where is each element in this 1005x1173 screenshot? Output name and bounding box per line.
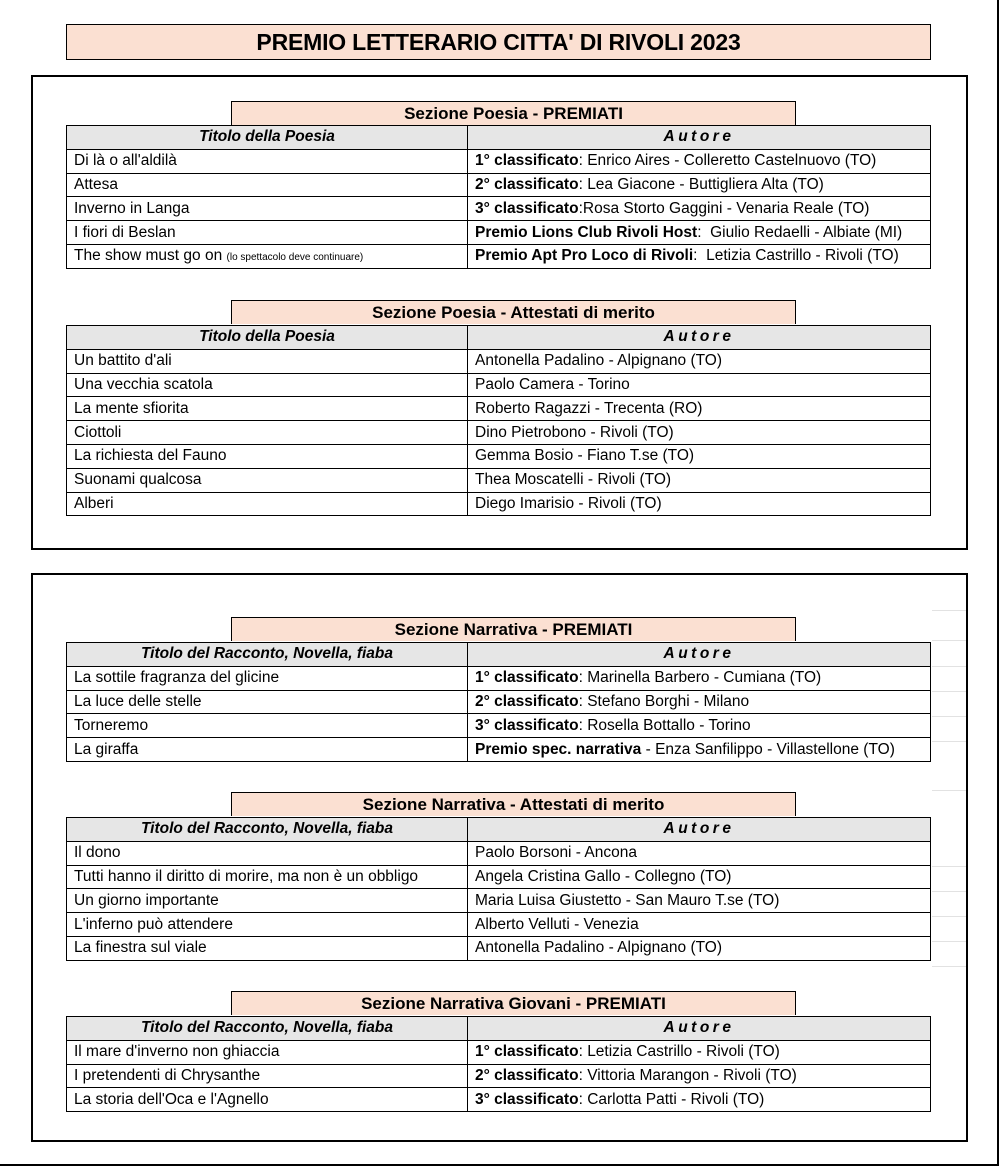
author-name: Letizia Castrillo - Rivoli (TO)	[706, 247, 899, 265]
work-title: Il mare d'inverno non ghiaccia	[74, 1043, 280, 1061]
table-header-row	[67, 818, 931, 842]
rank-separator: :	[578, 716, 588, 734]
award-rank: Premio Lions Club Rivoli Host	[475, 223, 698, 241]
table-row	[67, 690, 931, 714]
table-row	[67, 1040, 931, 1064]
page-border-bottom	[0, 1164, 999, 1166]
award-rank: 1° classificato	[475, 152, 579, 170]
author-cell	[468, 1040, 931, 1064]
author-cell	[468, 397, 931, 421]
section-heading-narrativa-merito: Sezione Narrativa - Attestati di merito	[231, 792, 796, 816]
page-title: PREMIO LETTERARIO CITTA' DI RIVOLI 2023	[66, 24, 931, 60]
work-title: Il dono	[74, 844, 121, 862]
table-row	[67, 349, 931, 373]
column-header-title: Titolo del Racconto, Novella, fiaba	[67, 1017, 468, 1041]
author-name: Alberto Velluti - Venezia	[475, 915, 639, 933]
work-title-cell	[67, 738, 468, 762]
author-name: Rosa Storto Gaggini - Venaria Reale (TO)	[582, 199, 870, 217]
work-title-cell	[67, 373, 468, 397]
work-title: I pretendenti di Chrysanthe	[74, 1066, 261, 1084]
work-title: Torneremo	[74, 716, 149, 734]
column-header-author: Autore	[468, 818, 931, 842]
gridline	[932, 741, 966, 742]
author-cell	[468, 421, 931, 445]
gridline	[932, 610, 966, 611]
author-cell	[468, 173, 931, 197]
rank-separator: :	[693, 247, 707, 265]
table-row	[67, 421, 931, 445]
work-title-cell	[67, 244, 468, 268]
author-name: Letizia Castrillo - Rivoli (TO)	[587, 1043, 780, 1061]
work-title-cell	[67, 197, 468, 221]
work-title: Tutti hanno il diritto di morire, ma non è un obbligo	[74, 867, 419, 885]
author-cell	[468, 492, 931, 516]
work-title-cell	[67, 666, 468, 690]
author-name: Angela Cristina Gallo - Collegno (TO)	[475, 867, 732, 885]
rank-separator: :	[578, 692, 588, 710]
table-row	[67, 444, 931, 468]
author-cell	[468, 1064, 931, 1088]
work-title-cell	[67, 492, 468, 516]
award-rank: 1° classificato	[475, 1043, 579, 1061]
rank-separator: :	[578, 152, 588, 170]
column-header-title: Titolo della Poesia	[67, 126, 468, 150]
work-title: La sottile fragranza del glicine	[74, 669, 280, 687]
work-title: La richiesta del Fauno	[74, 447, 227, 465]
section-heading-poesia-merito: Sezione Poesia - Attestati di merito	[231, 300, 796, 324]
author-name: Paolo Camera - Torino	[475, 375, 630, 393]
table-header-row	[67, 326, 931, 350]
gridline	[932, 891, 966, 892]
work-title: Una vecchia scatola	[74, 375, 213, 393]
work-title-cell	[67, 1088, 468, 1112]
author-name: Vittoria Marangon - Rivoli (TO)	[587, 1066, 797, 1084]
author-name: Diego Imarisio - Rivoli (TO)	[475, 494, 662, 512]
table-header-row	[67, 643, 931, 667]
author-cell	[468, 865, 931, 889]
author-name: Thea Moscatelli - Rivoli (TO)	[475, 471, 672, 489]
table-row	[67, 149, 931, 173]
work-title: La mente sfiorita	[74, 399, 189, 417]
work-title: Un giorno importante	[74, 891, 219, 909]
table-narrativa-giovani	[66, 1016, 931, 1112]
work-title: La storia dell'Oca e l'Agnello	[74, 1090, 269, 1108]
author-cell	[468, 690, 931, 714]
table-row	[67, 841, 931, 865]
work-title-cell	[67, 865, 468, 889]
work-title-cell	[67, 397, 468, 421]
work-title: L'inferno può attendere	[74, 915, 233, 933]
table-row	[67, 738, 931, 762]
page-border-right	[997, 0, 999, 1166]
author-cell	[468, 714, 931, 738]
gridline	[932, 716, 966, 717]
award-rank: 3° classificato	[475, 1090, 579, 1108]
author-name: Antonella Padalino - Alpignano (TO)	[475, 939, 723, 957]
table-row	[67, 913, 931, 937]
work-title-cell	[67, 936, 468, 960]
author-name: Paolo Borsoni - Ancona	[475, 844, 637, 862]
gridline	[932, 790, 966, 791]
rank-separator: -	[641, 740, 656, 758]
author-cell	[468, 197, 931, 221]
work-title: I fiori di Beslan	[74, 223, 176, 241]
rank-separator: :	[578, 1043, 588, 1061]
work-title: Alberi	[74, 494, 114, 512]
column-header-author: Autore	[468, 326, 931, 350]
author-cell	[468, 468, 931, 492]
author-cell	[468, 666, 931, 690]
author-name: Stefano Borghi - Milano	[587, 692, 750, 710]
table-row	[67, 173, 931, 197]
work-title: The show must go on	[74, 247, 223, 265]
work-title-cell	[67, 421, 468, 445]
column-header-title: Titolo della Poesia	[67, 326, 468, 350]
table-row	[67, 373, 931, 397]
section-heading-poesia-premiati: Sezione Poesia - PREMIATI	[231, 101, 796, 125]
work-title-cell	[67, 149, 468, 173]
column-header-title: Titolo del Racconto, Novella, fiaba	[67, 643, 468, 667]
table-row	[67, 397, 931, 421]
award-rank: Premio Apt Pro Loco di Rivoli	[475, 247, 694, 265]
work-title-cell	[67, 349, 468, 373]
table-row	[67, 1088, 931, 1112]
work-title: Di là o all'aldilà	[74, 152, 177, 170]
rank-separator: :	[578, 1090, 588, 1108]
rank-separator: :	[578, 199, 583, 217]
column-header-title: Titolo del Racconto, Novella, fiaba	[67, 818, 468, 842]
author-cell	[468, 738, 931, 762]
table-row	[67, 889, 931, 913]
author-cell	[468, 221, 931, 245]
author-name: Enrico Aires - Colleretto Castelnuovo (TO)	[587, 152, 877, 170]
author-cell	[468, 841, 931, 865]
rank-separator: :	[578, 175, 588, 193]
column-header-author: Autore	[468, 126, 931, 150]
award-rank: 1° classificato	[475, 669, 579, 687]
gridline	[932, 916, 966, 917]
work-title-cell	[67, 690, 468, 714]
award-rank: 2° classificato	[475, 1066, 579, 1084]
table-row	[67, 936, 931, 960]
work-title: La finestra sul viale	[74, 939, 207, 957]
table-row	[67, 865, 931, 889]
work-title: Inverno in Langa	[74, 199, 190, 217]
work-title: La luce delle stelle	[74, 692, 202, 710]
award-rank: 2° classificato	[475, 175, 579, 193]
author-name: Marinella Barbero - Cumiana (TO)	[587, 669, 822, 687]
table-row	[67, 666, 931, 690]
work-title-cell	[67, 913, 468, 937]
author-cell	[468, 244, 931, 268]
author-cell	[468, 936, 931, 960]
table-row	[67, 244, 931, 268]
work-title-cell	[67, 841, 468, 865]
work-title-cell	[67, 444, 468, 468]
author-cell	[468, 1088, 931, 1112]
work-title: Suonami qualcosa	[74, 471, 202, 489]
author-name: Gemma Bosio - Fiano T.se (TO)	[475, 447, 695, 465]
work-title-note: (lo spettacolo deve continuare)	[226, 252, 364, 264]
author-name: Giulio Redaelli - Albiate (MI)	[710, 223, 903, 241]
table-row	[67, 468, 931, 492]
author-name: Antonella Padalino - Alpignano (TO)	[475, 352, 723, 370]
table-header-row	[67, 1017, 931, 1041]
work-title-cell	[67, 468, 468, 492]
work-title-cell	[67, 889, 468, 913]
author-name: Maria Luisa Giustetto - San Mauro T.se (TO)	[475, 891, 780, 909]
author-cell	[468, 373, 931, 397]
award-rank: 3° classificato	[475, 716, 579, 734]
section-heading-narrativa-premiati: Sezione Narrativa - PREMIATI	[231, 617, 796, 641]
table-poesia-merito	[66, 325, 931, 516]
work-title-cell	[67, 221, 468, 245]
gridline	[932, 966, 966, 967]
work-title: La giraffa	[74, 740, 139, 758]
rank-separator: :	[578, 1066, 588, 1084]
award-rank: 3° classificato	[475, 199, 579, 217]
author-name: Enza Sanfilippo - Villastellone (TO)	[655, 740, 895, 758]
author-name: Rosella Bottallo - Torino	[587, 716, 751, 734]
author-cell	[468, 349, 931, 373]
section-heading-narrativa-giovani: Sezione Narrativa Giovani - PREMIATI	[231, 991, 796, 1015]
author-name: Roberto Ragazzi - Trecenta (RO)	[475, 399, 703, 417]
table-row	[67, 221, 931, 245]
work-title-cell	[67, 1040, 468, 1064]
work-title: Attesa	[74, 175, 118, 193]
table-narrativa-merito	[66, 817, 931, 961]
work-title: Un battito d'ali	[74, 352, 172, 370]
author-cell	[468, 444, 931, 468]
rank-separator: :	[697, 223, 711, 241]
gridline	[932, 941, 966, 942]
author-cell	[468, 889, 931, 913]
table-poesia-premiati	[66, 125, 931, 269]
work-title-cell	[67, 1064, 468, 1088]
author-cell	[468, 149, 931, 173]
gridline	[932, 866, 966, 867]
work-title: Ciottoli	[74, 423, 122, 441]
table-row	[67, 714, 931, 738]
table-row	[67, 1064, 931, 1088]
award-rank: Premio spec. narrativa	[475, 740, 642, 758]
gridline	[932, 666, 966, 667]
gridline	[932, 691, 966, 692]
award-rank: 2° classificato	[475, 692, 579, 710]
table-header-row	[67, 126, 931, 150]
author-name: Lea Giacone - Buttigliera Alta (TO)	[587, 175, 824, 193]
author-name: Carlotta Patti - Rivoli (TO)	[587, 1090, 765, 1108]
gridline	[932, 640, 966, 641]
rank-separator: :	[578, 669, 588, 687]
table-row	[67, 197, 931, 221]
table-row	[67, 492, 931, 516]
work-title-cell	[67, 173, 468, 197]
work-title-cell	[67, 714, 468, 738]
column-header-author: Autore	[468, 1017, 931, 1041]
table-narrativa-premiati	[66, 642, 931, 762]
author-name: Dino Pietrobono - Rivoli (TO)	[475, 423, 674, 441]
column-header-author: Autore	[468, 643, 931, 667]
author-cell	[468, 913, 931, 937]
